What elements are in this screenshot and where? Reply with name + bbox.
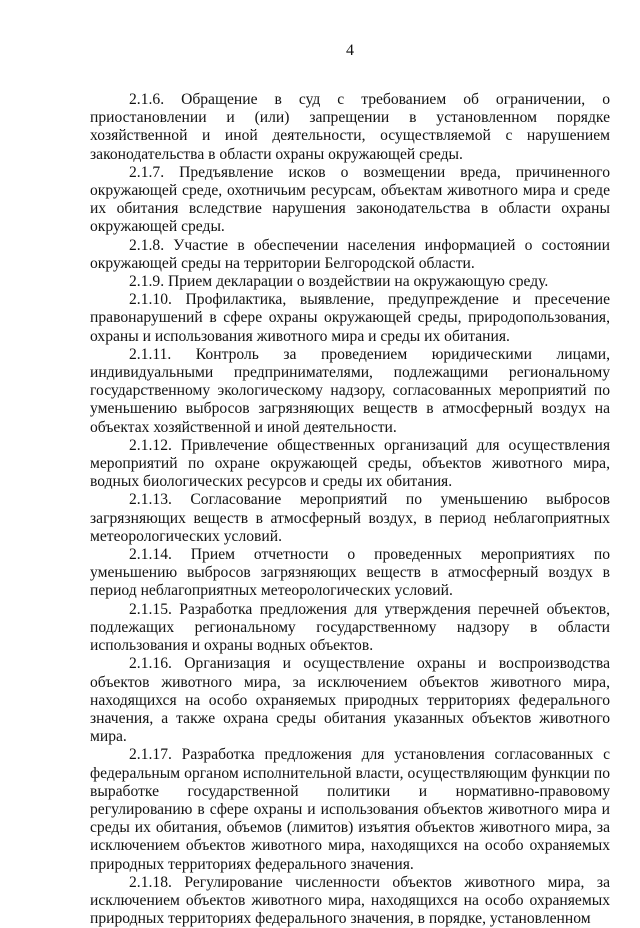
paragraph-2-1-17: 2.1.17. Разработка предложения для установления согласованных с федеральным органом исполнительной власти, осуществляющим функции по выработке государственной политики и нормативно-правовому регулированию в сфере охраны и использования объектов животного мира и среды их обитания, объемов (лимитов) изъятия объектов животного мира, за исключением объектов животного мира, находящихся на особо охраняемых природных территориях федерального значения. xyxy=(90,746,610,873)
paragraph-2-1-16: 2.1.16. Организация и осуществление охраны и воспроизводства объектов животного мира, за исключением объектов животного мира, находящихся на особо охраняемых природных территориях федерального значения, а также охрана среды обитания указанных объектов животного мира. xyxy=(90,655,610,746)
paragraph-2-1-11: 2.1.11. Контроль за проведением юридическими лицами, индивидуальными предпринимателями, подлежащими региональному государственному экологическому надзору, согласованных мероприятий по уменьшению выбросов загрязняющих веществ в атмосферный воздух на объектах хозяйственной и иной деятельности. xyxy=(90,345,610,436)
paragraph-2-1-10: 2.1.10. Профилактика, выявление, предупреждение и пресечение правонарушений в сфере охраны окружающей среды, природопользования, охраны и использования животного мира и среды их обитания. xyxy=(90,291,610,345)
document-body xyxy=(90,91,610,928)
paragraph-2-1-18: 2.1.18. Регулирование численности объектов животного мира, за исключением объектов животного мира, находящихся на особо охраняемых природных территориях федерального значения, в порядке, установленном xyxy=(90,873,610,928)
paragraph-2-1-8: 2.1.8. Участие в обеспечении населения информацией о состоянии окружающей среды на территории Белгородской области. xyxy=(90,236,610,272)
page-number: 4 xyxy=(346,42,354,59)
paragraph-2-1-6: 2.1.6. Обращение в суд с требованием об ограничении, о приостановлении и (или) запрещении в установленном порядке хозяйственной и иной деятельности, осуществляемой с нарушением законодательства в области охраны окружающей среды. xyxy=(90,91,610,163)
paragraph-2-1-15: 2.1.15. Разработка предложения для утверждения перечней объектов, подлежащих региональному государственному надзору в области использования и охраны водных объектов. xyxy=(90,600,610,655)
paragraph-2-1-13: 2.1.13. Согласование мероприятий по уменьшению выбросов загрязняющих веществ в атмосферный воздух, в период неблагоприятных метеорологических условий. xyxy=(90,491,610,545)
paragraph-2-1-14: 2.1.14. Прием отчетности о проведенных мероприятиях по уменьшению выбросов загрязняющих веществ в атмосферный воздух в период неблагоприятных метеорологических условий. xyxy=(90,546,610,600)
paragraph-2-1-12: 2.1.12. Привлечение общественных организаций для осуществления мероприятий по охране окружающей среды, объектов животного мира, водных биологических ресурсов и среды их обитания. xyxy=(90,436,610,491)
paragraph-2-1-9: 2.1.9. Прием декларации о воздействии на окружающую среду. xyxy=(129,273,549,291)
paragraph-2-1-7: 2.1.7. Предъявление исков о возмещении вреда, причиненного окружающей среде, охотничьим ресурсам, объектам животного мира и среде их обитания вследствие нарушения законодательства в области охраны окружающей среды. xyxy=(90,163,610,236)
